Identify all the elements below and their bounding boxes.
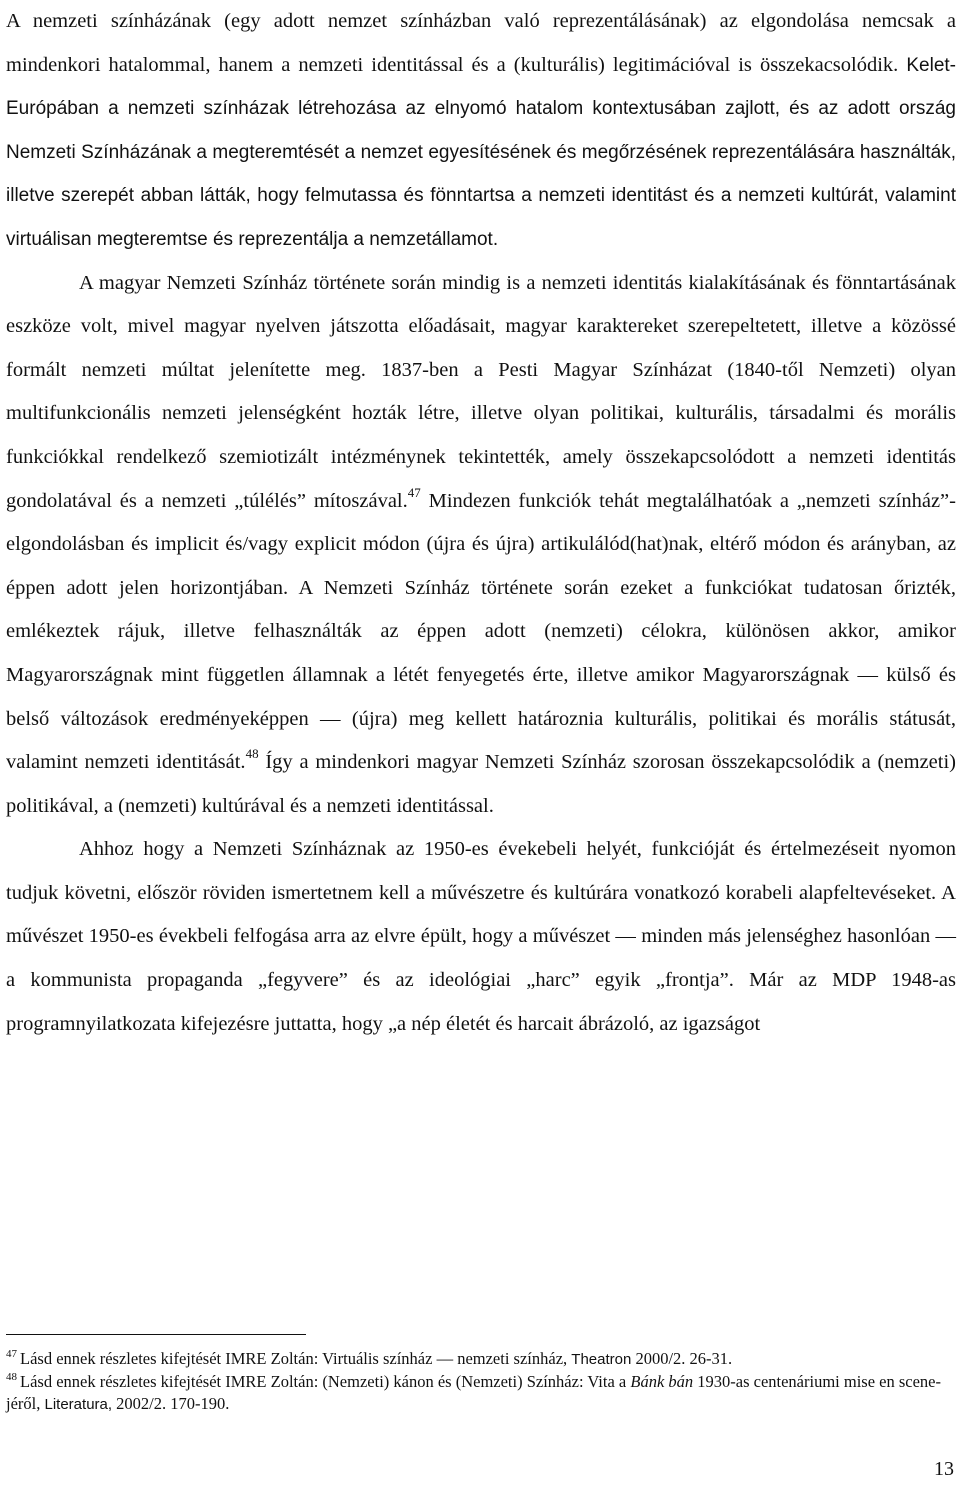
footnote-number: 48 — [6, 1370, 17, 1383]
footnote-italic-title: Bánk bán — [630, 1372, 694, 1391]
footnote-text: Lásd ennek részletes kifejtését IMRE Zoltán: Virtuális színház — nemzeti színház, — [20, 1349, 568, 1368]
footnote-text: 2000/2. 26-31. — [635, 1349, 733, 1368]
footnote-text: 1930-as centenáriumi mise en scene-jéről, — [6, 1372, 942, 1413]
footnotes — [6, 1348, 956, 1416]
footnote-text: 2002/2. 170-190. — [116, 1394, 230, 1413]
footnote-48 — [6, 1371, 956, 1416]
footnote-ref-47[interactable]: 47 — [407, 484, 421, 500]
footnote-journal: Literatura, — [44, 1396, 113, 1413]
footnote-47 — [6, 1348, 956, 1371]
footnote-journal: Theatron — [571, 1351, 632, 1368]
paragraph-1-sans-text: Kelet-Európában a nemzeti színházak létrehozása az elnyomó hatalom kontextusában zajlott, és az adott ország Nemzeti Színházának a megteremtését a nemzet egyesítésének és megőrzésének reprezentálására használták, illetve szerepét abban látták, hogy felmutassa és fönntartsa a nemzeti identitást és a nemzeti kultúrát, valamint virtuálisan megteremtse és reprezentálja a nemzetállamot. — [6, 54, 956, 250]
footnote-separator — [6, 1334, 306, 1335]
document-page — [6, 0, 956, 1046]
paragraph-2-text-c: Így a mindenkori magyar Nemzeti Színház szorosan összekapcsolódik a (nemzeti) politikával, a (nemzeti) kultúrával és a nemzeti identitással. — [6, 751, 956, 817]
paragraph-2-text-b: Mindezen funkciók tehát megtalálhatóak a „nemzeti színház”-elgondolásban és implicit és/vagy explicit módon (újra és újra) artikulálód(hat)nak, eltérő módon és arányban, az éppen adott jelen horizontjában. A Nemzeti Színház története során ezeket a funkciókat tudatosan őrizték, emlékeztek rájuk, illetve felhasználták az éppen adott (nemzeti) célokra, különösen akkor, amikor Magyarországnak mint független államnak a létét fenyegetés érte, illetve amikor Magyarországnak — külső és belső változások eredményeképpen — (újra) meg kellett határoznia kulturális, politikai és morális státusát, valamint nemzeti identitását. — [6, 489, 956, 774]
paragraph-3-text: Ahhoz hogy a Nemzeti Színháznak az 1950-es évekebeli helyét, funkcióját és értelmezéseit nyomon tudjuk követni, először röviden ismertetnem kell a művészetre és kultúrára vonatkozó korabeli alapfeltevéseket. A művészet 1950-es évekbeli felfogása arra az elvre épült, hogy a művészet — minden más jelenséghez hasonlóan — a kommunista propaganda „fegyvere” és az ideológiai „harc” egyik „frontja”. Már az MDP 1948-as programnyilatkozata kifejezésre juttatta, hogy „a nép életét és harcait ábrázoló, az igazságot — [6, 838, 956, 1035]
footnote-ref-48[interactable]: 48 — [245, 746, 259, 762]
paragraph-2 — [6, 262, 956, 829]
paragraph-1-serif-text: A nemzeti színházának (egy adott nemzet színházban való reprezentálásának) az elgondolása nemcsak a mindenkori hatalommal, hanem a nemzeti identitással és a (kulturális) legitimációval is összekacsolódik. — [6, 10, 956, 76]
footnote-number: 47 — [6, 1347, 17, 1360]
page-number: 13 — [934, 1458, 954, 1480]
paragraph-1 — [6, 0, 956, 262]
paragraph-2-text-a: A magyar Nemzeti Színház története során mindig is a nemzeti identitás kialakításának és fönntartásának eszköze volt, mivel magyar nyelven játszotta előadásait, magyar karaktereket szerepeltetett, illetve a közössé formált nemzeti múltat jelenítette meg. 1837-ben a Pesti Magyar Színházat (1840-től Nemzeti) olyan multifunkcionális nemzeti jelenségként hozták létre, illetve olyan politikai, kulturális, társadalmi és morális funkciókkal rendelkező szemiotizált intézménynek tekintették, amely összekapcsolódott a nemzeti identitás gondolatával és a nemzeti „túlélés” mítoszával. — [6, 271, 956, 512]
footnote-text: Lásd ennek részletes kifejtését IMRE Zoltán: (Nemzeti) kánon és (Nemzeti) Színház: Vita a — [20, 1372, 627, 1391]
paragraph-3 — [6, 828, 956, 1046]
